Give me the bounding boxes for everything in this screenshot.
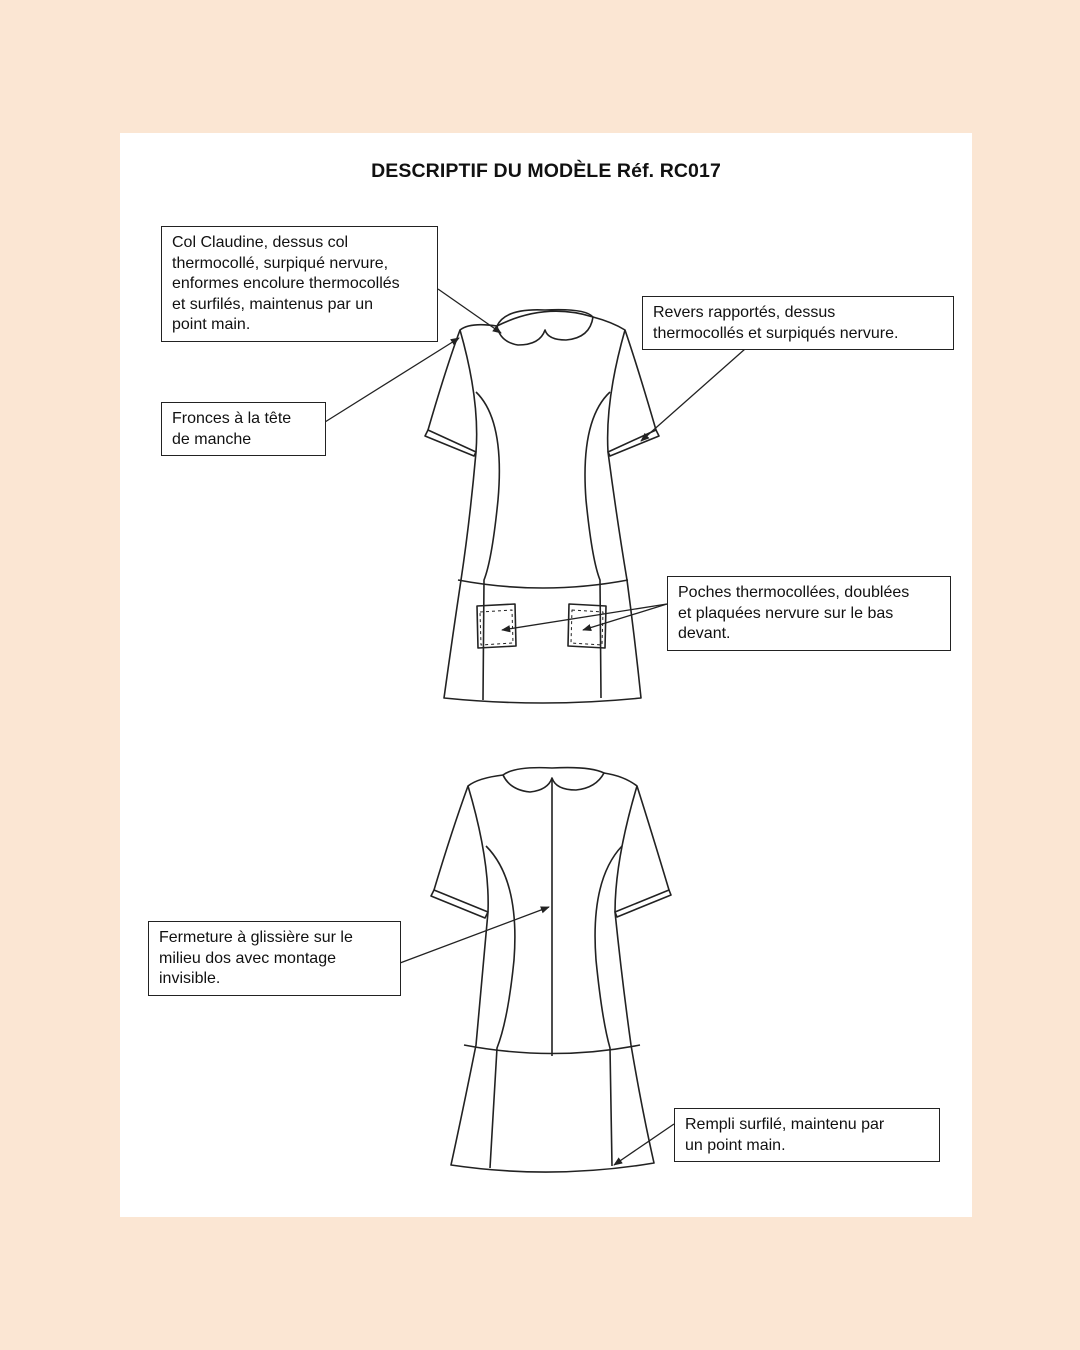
callout-cuffs: Revers rapportés, dessus thermocollés et surpiqués nervure.: [642, 296, 954, 350]
callout-zipper: Fermeture à glissière sur le milieu dos avec montage invisible.: [148, 921, 401, 996]
callout-pockets: Poches thermocollées, doublées et plaquées nervure sur le bas devant.: [667, 576, 951, 651]
callout-sleeve-gathers: Fronces à la tête de manche: [161, 402, 326, 456]
callout-collar: Col Claudine, dessus col thermocollé, surpiqué nervure, enformes encolure thermocollés et surfilés, maintenus par un point main.: [161, 226, 438, 342]
callout-hem: Rempli surfilé, maintenu par un point main.: [674, 1108, 940, 1162]
document-title: DESCRIPTIF DU MODÈLE Réf. RC017: [371, 160, 721, 182]
